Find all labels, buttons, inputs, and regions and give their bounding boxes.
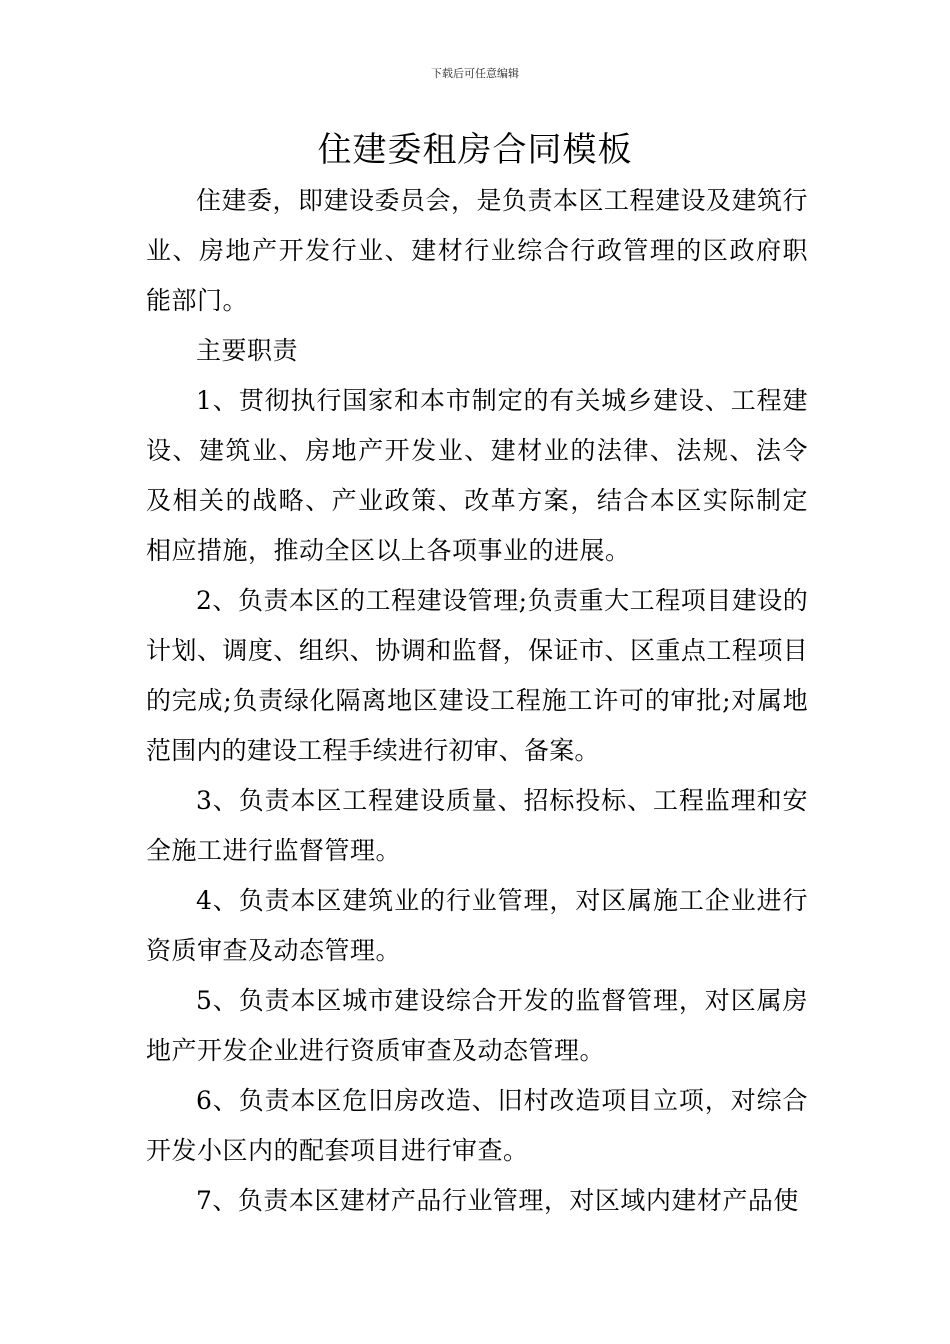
paragraph-item-1: 1、贯彻执行国家和本市制定的有关城乡建设、工程建设、建筑业、房地产开发业、建材业的法律、法规、法令及相关的战略、产业政策、改革方案，结合本区实际制定相应措施，推动全区以上各项事业的进展。 [146, 386, 808, 565]
paragraph-intro: 住建委，即建设委员会，是负责本区工程建设及建筑行业、房地产开发行业、建材行业综合行政管理的区政府职能部门。 [146, 186, 809, 315]
paragraph-item-6: 6、负责本区危旧房改造、旧村改造项目立项，对综合开发小区内的配套项目进行审查。 [146, 1086, 808, 1165]
paragraph-item-5: 5、负责本区城市建设综合开发的监督管理，对区属房地产开发企业进行资质审查及动态管理。 [146, 986, 808, 1065]
paragraph-item-2: 2、负责本区的工程建设管理;负责重大工程项目建设的计划、调度、组织、协调和监督，保证市、区重点工程项目的完成;负责绿化隔离地区建设工程施工许可的审批;对属地范围内的建设工程手续进行初审、备案。 [146, 586, 808, 765]
document-title: 住建委租房合同模板 [317, 130, 633, 170]
paragraph-section-heading: 主要职责 [196, 336, 299, 365]
header-note: 下载后可任意编辑 [431, 67, 519, 80]
document-body [146, 176, 808, 1226]
paragraph-item-7: 7、负责本区建材产品行业管理，对区域内建材产品使 [196, 1186, 799, 1215]
paragraph-item-4: 4、负责本区建筑业的行业管理，对区属施工企业进行资质审查及动态管理。 [146, 886, 808, 965]
paragraph-item-3: 3、负责本区工程建设质量、招标投标、工程监理和安全施工进行监督管理。 [146, 786, 808, 865]
